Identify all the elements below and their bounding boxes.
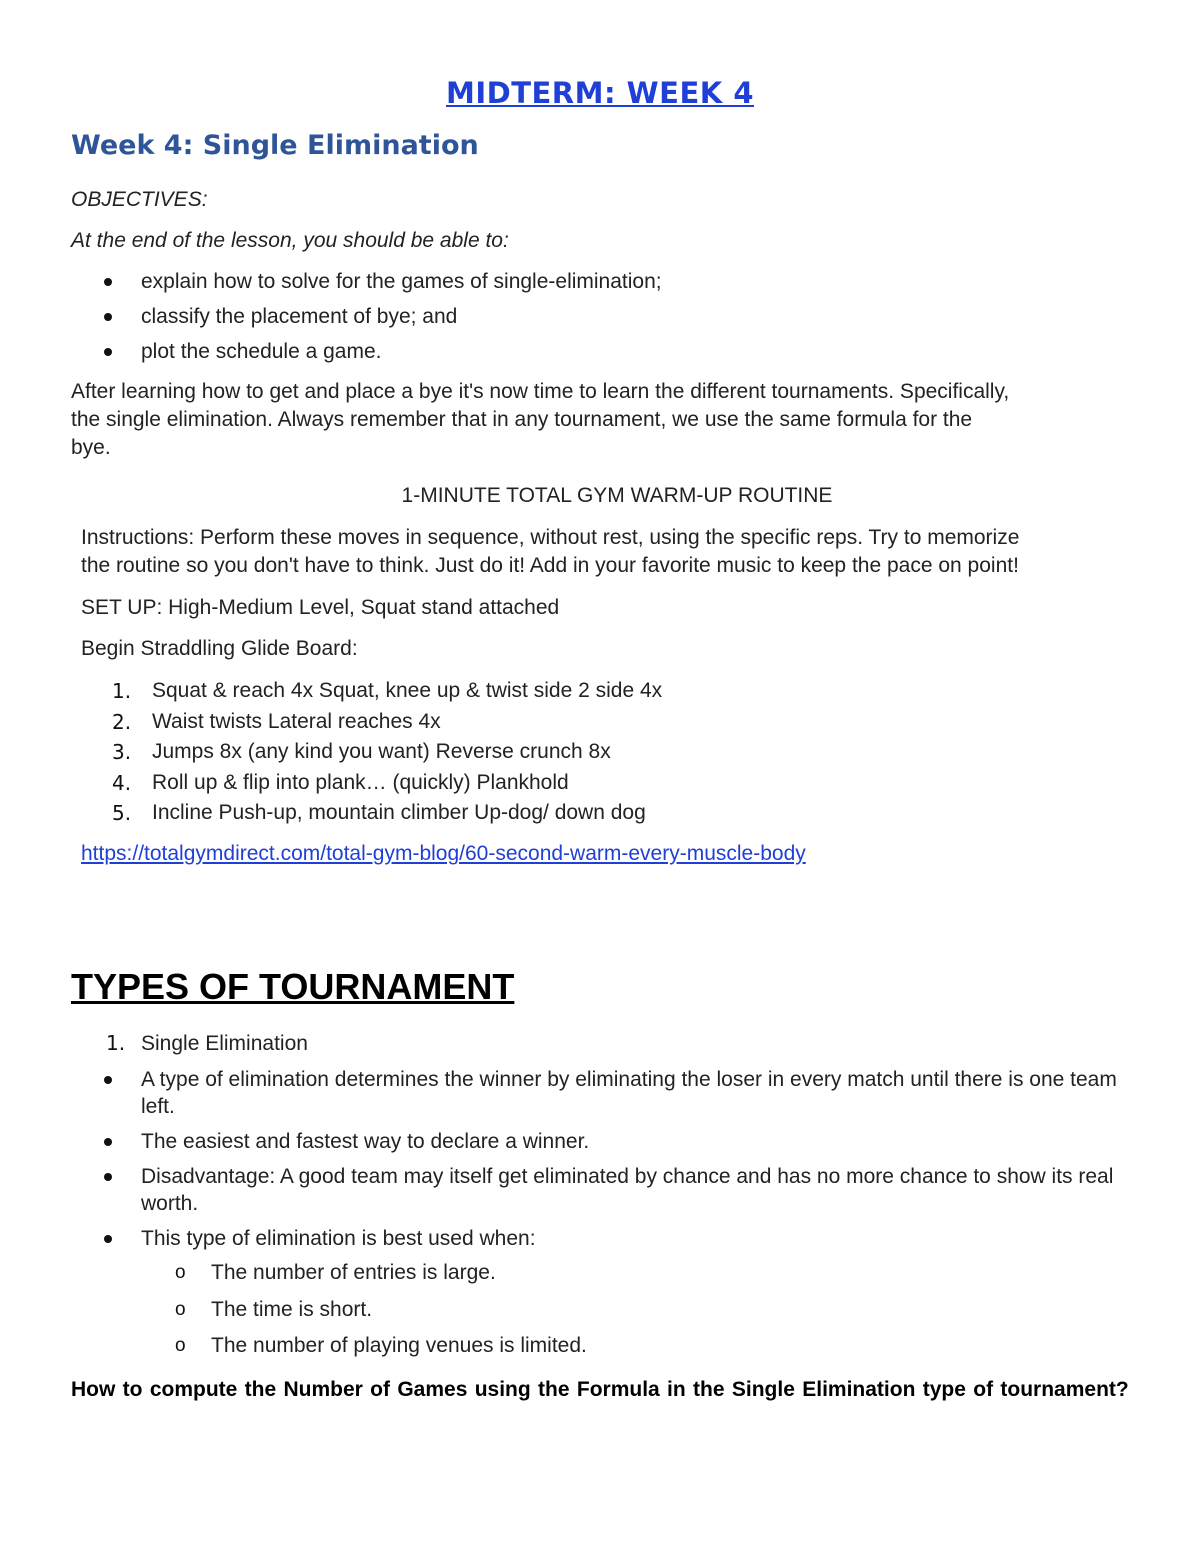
step-number: 1. [112,679,132,703]
page-title: MIDTERM: WEEK 4 [445,76,755,110]
list-item [71,1128,1131,1155]
circle-bullet-icon: o [175,1335,186,1356]
item-number: 1. [106,1031,126,1055]
list-item [71,1163,1131,1217]
paragraph-line: the single elimination. Always remember that in any tournament, we use the same formula for the [71,408,973,431]
circle-bullet-icon: o [175,1298,186,1320]
objectives-list [71,268,662,373]
step-text: Roll up & flip into plank… (quickly) Plankhold [152,770,569,794]
paragraph-line: bye. [71,436,111,459]
list-item [71,268,662,303]
bullet-icon [104,1138,112,1146]
list-item [81,769,662,800]
condition-text: The number of entries is large. [211,1261,496,1284]
step-number: 4. [112,770,132,795]
routine-begin: Begin Straddling Glide Board: [81,637,358,660]
condition-text: The time is short. [211,1297,373,1321]
bullet-text: The easiest and fastest way to declare a winner. [141,1130,590,1153]
list-item [71,303,662,338]
list-item [71,1332,587,1369]
objective-text: plot the schedule a game. [141,340,382,363]
routine-instructions [81,524,1019,580]
objectives-intro: At the end of the lesson, you should be able to: [71,229,509,252]
item-text: Single Elimination [141,1032,308,1055]
conditions-list [71,1259,587,1369]
step-number: 5. [112,801,132,825]
list-item [71,338,662,373]
step-text: Jumps 8x (any kind you want) Reverse crunch 8x [152,740,611,763]
objectives-label: OBJECTIVES: [71,188,208,211]
list-item [81,738,662,769]
routine-setup: SET UP: High-Medium Level, Squat stand attached [81,596,560,619]
bullet-icon [104,1235,112,1243]
routine-steps [81,677,662,830]
bullet-icon [104,1173,112,1181]
paragraph-line: the routine so you don't have to think. Just do it! Add in your favorite music to keep the pace on point! [81,554,1019,577]
bullet-text: This type of elimination is best used when: [141,1227,536,1250]
routine-heading: 1-MINUTE TOTAL GYM WARM-UP ROUTINE [401,484,833,507]
routine-source-link[interactable]: https://totalgymdirect.com/total-gym-blog/60-second-warm-every-muscle-body [81,842,806,865]
objective-text: classify the placement of bye; and [141,305,458,328]
list-item [71,1030,1131,1057]
step-text: Squat & reach 4x Squat, knee up & twist side 2 side 4x [152,679,663,702]
list-item [71,1259,587,1296]
circle-bullet-icon: o [175,1262,186,1283]
list-item [71,1296,587,1333]
question-text: How to compute the Number of Games using the Formula in the Single Elimination type of tournament? [71,1378,1129,1401]
intro-paragraph [71,378,1009,462]
tournament-types-list [71,1030,1131,1260]
list-item [71,1225,1131,1252]
bullet-text: Disadvantage: A good team may itself get eliminated by chance and has no more chance to show its real worth. [141,1165,1114,1215]
list-item [71,1066,1131,1120]
list-item [81,677,662,708]
bullet-icon [104,348,112,356]
paragraph-line: After learning how to get and place a bye it's now time to learn the different tournaments. Specifically, [71,380,1010,403]
bullet-icon [104,1076,112,1084]
list-item [81,708,662,739]
step-text: Waist twists Lateral reaches 4x [152,709,441,733]
list-item [81,799,662,830]
bullet-icon [104,278,112,286]
lesson-subtitle: Week 4: Single Elimination [71,130,479,161]
condition-text: The number of playing venues is limited. [211,1334,587,1357]
bullet-icon [104,313,112,321]
step-number: 3. [112,740,132,764]
step-number: 2. [112,709,132,734]
section-heading: TYPES OF TOURNAMENT [71,966,515,1007]
bullet-text: A type of elimination determines the winner by eliminating the loser in every match until there is one team left. [141,1068,1117,1118]
paragraph-line: Instructions: Perform these moves in sequence, without rest, using the specific reps. Try to memorize [81,526,1020,549]
objective-text: explain how to solve for the games of single-elimination; [141,270,662,293]
step-text: Incline Push-up, mountain climber Up-dog/ down dog [152,801,646,824]
